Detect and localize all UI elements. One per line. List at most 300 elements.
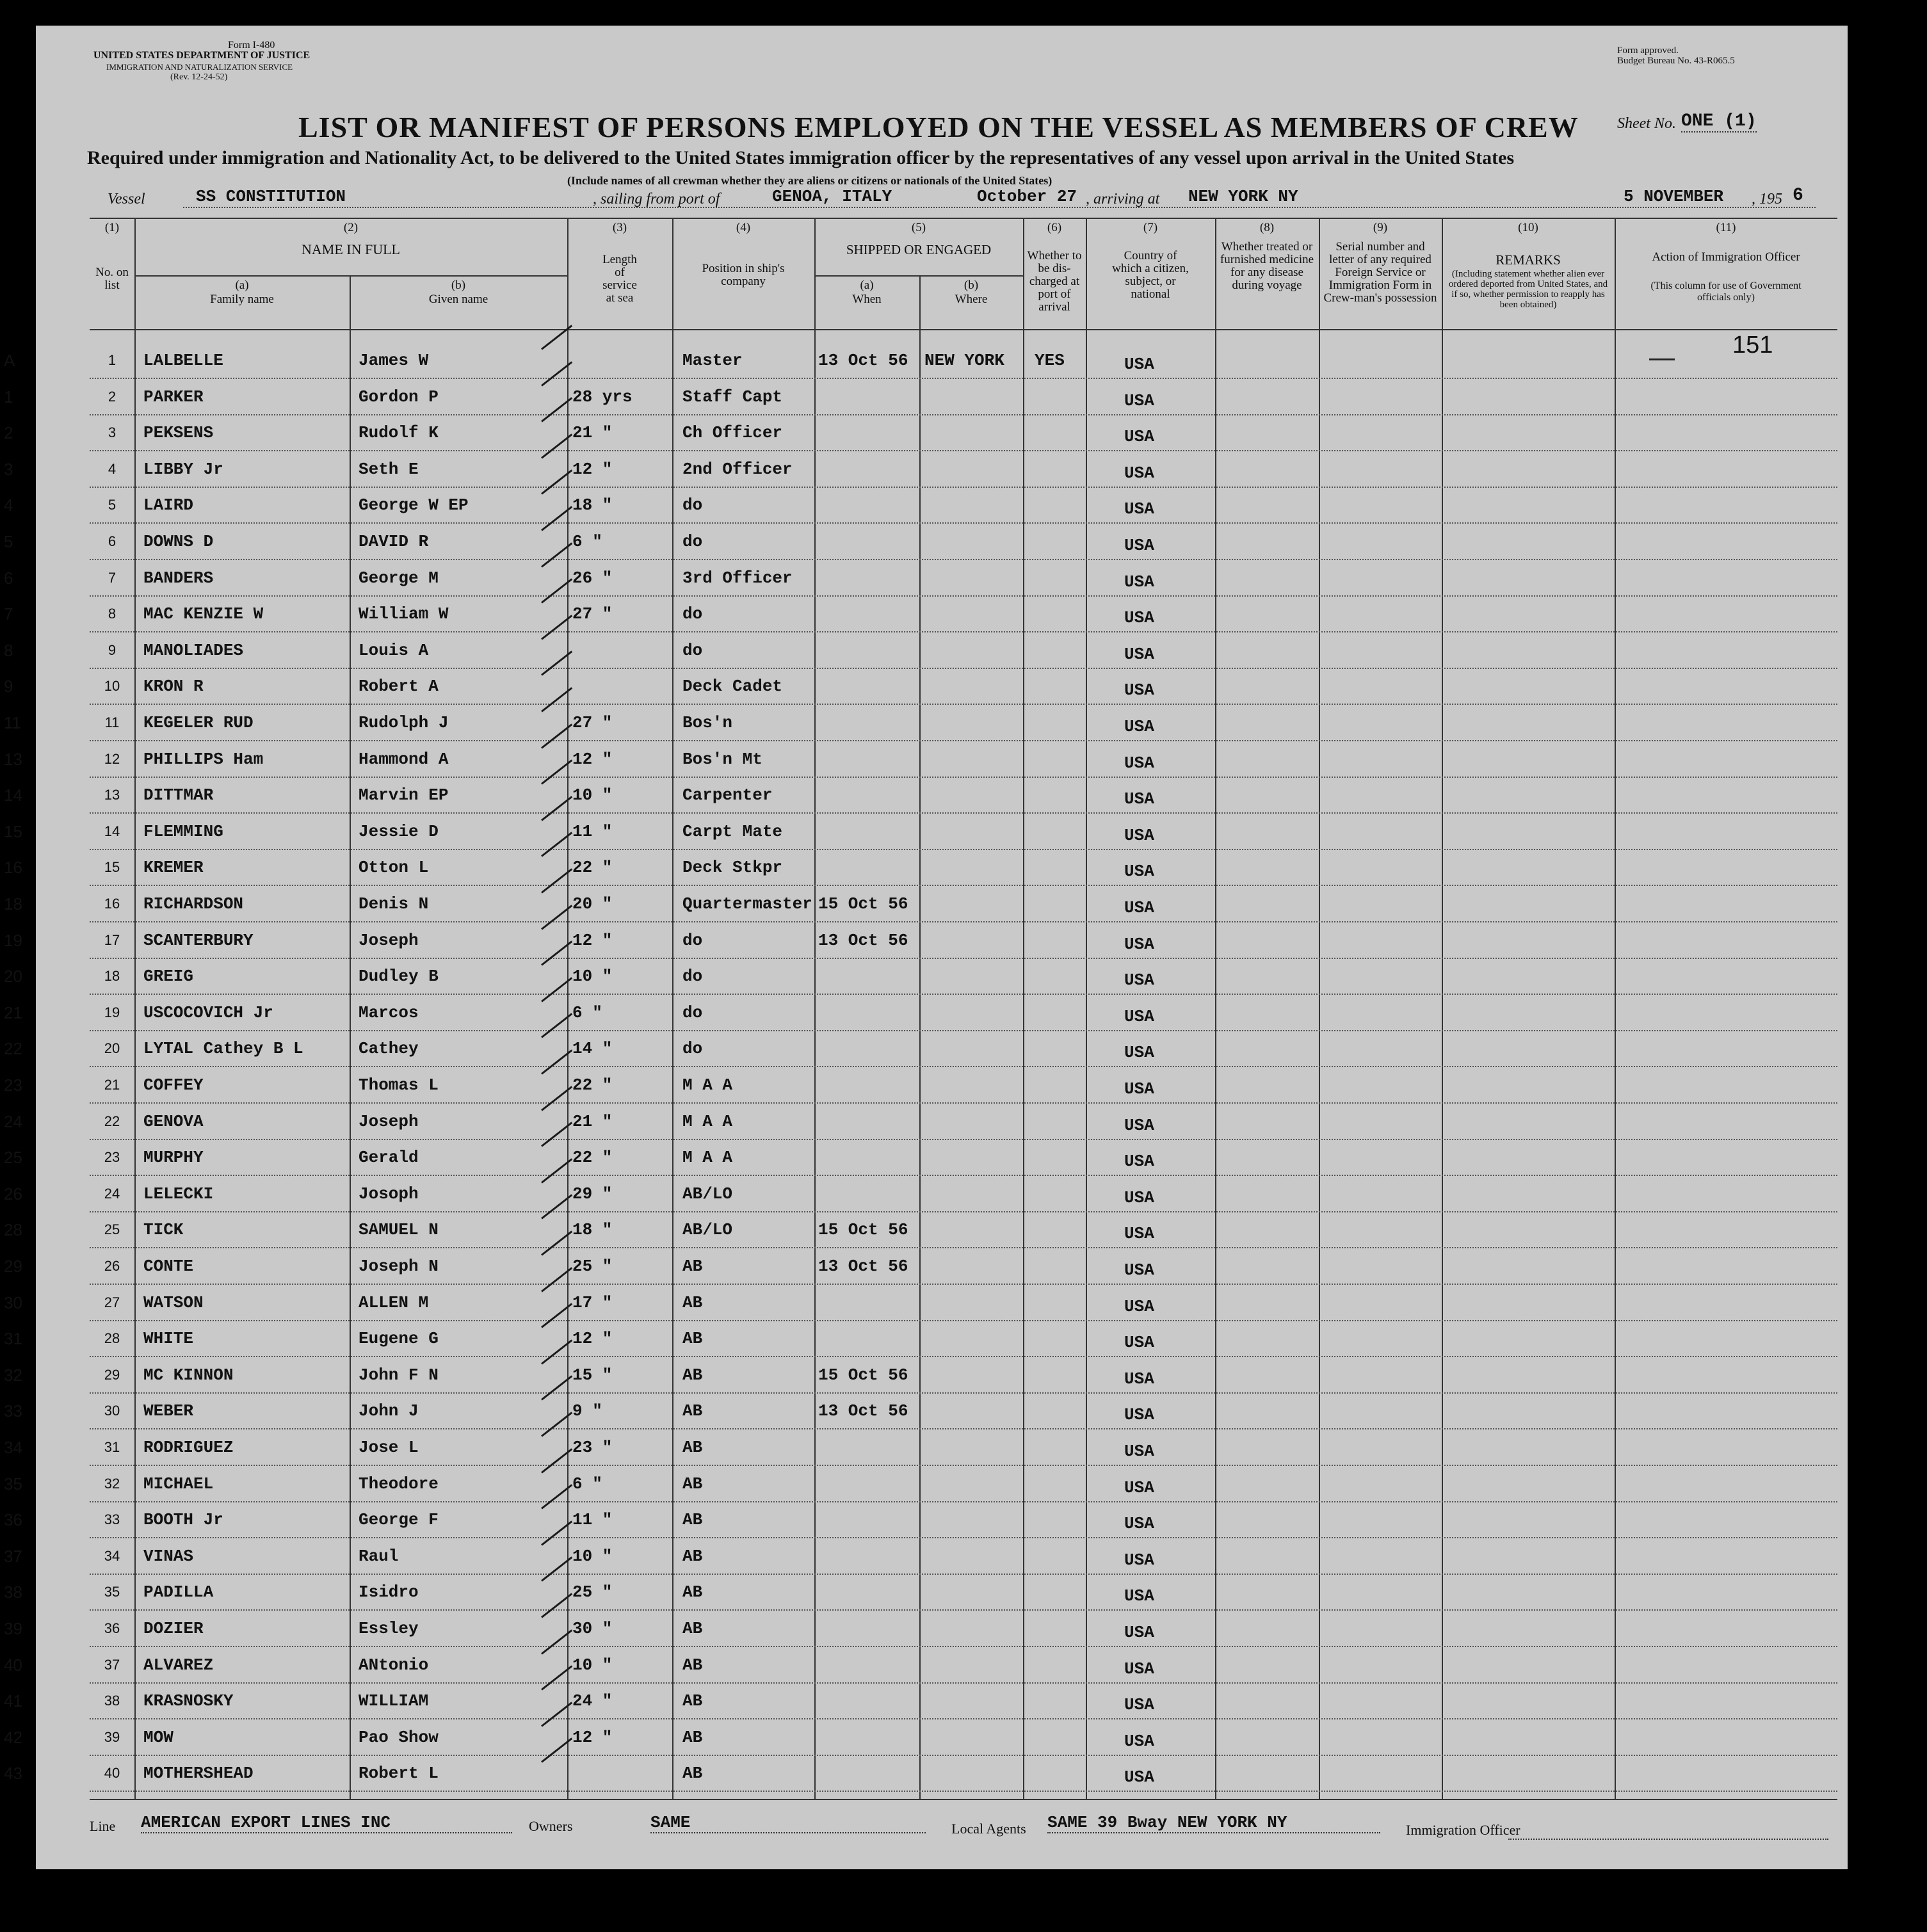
arriving-label: , arriving at xyxy=(1086,191,1160,207)
given-name: Rudolph J xyxy=(359,713,449,732)
list-number: 34 xyxy=(104,1547,120,1564)
shipped-when: 13 Oct 56 xyxy=(818,1401,908,1421)
arrival-port: NEW YORK NY xyxy=(1188,187,1298,206)
list-number: 22 xyxy=(104,1113,120,1129)
margin-number: 2 xyxy=(4,423,13,443)
ship-position: M A A xyxy=(682,1075,733,1095)
ship-position: AB xyxy=(682,1619,703,1638)
shipped-when: 13 Oct 56 xyxy=(818,351,908,370)
list-number: 1 xyxy=(108,352,117,368)
family-name: MICHAEL xyxy=(143,1474,214,1493)
list-number: 23 xyxy=(104,1149,120,1166)
margin-number: 7 xyxy=(4,604,13,624)
margin-number: 9 xyxy=(4,677,13,696)
family-name: WEBER xyxy=(143,1401,194,1421)
family-name: CONTE xyxy=(143,1257,194,1276)
officer-handwritten-number: 151 xyxy=(1732,332,1773,358)
list-number: 19 xyxy=(104,1004,120,1020)
page-subtitle: Required under immigration and Nationality Act, to be delivered to the United States immigration officer by the representatives of any vessel upon arrival in the United States xyxy=(87,147,1515,168)
family-name: USCOCOVICH Jr xyxy=(143,1002,273,1022)
margin-number: 14 xyxy=(4,785,22,805)
service-length: 10 " xyxy=(572,1546,613,1566)
citizenship: USA xyxy=(1124,463,1154,483)
ship-position: do xyxy=(682,495,703,515)
ship-position: do xyxy=(682,640,703,660)
list-number: 20 xyxy=(104,1040,120,1057)
ship-position: do xyxy=(682,604,703,624)
margin-number: 4 xyxy=(4,495,13,515)
list-number: 31 xyxy=(104,1439,120,1455)
margin-number: 13 xyxy=(4,749,22,769)
ship-position: AB/LO xyxy=(682,1220,733,1240)
list-number: 2 xyxy=(108,388,117,405)
list-number: 4 xyxy=(108,460,117,477)
family-name: SCANTERBURY xyxy=(143,930,254,950)
row-separator xyxy=(90,1175,1837,1176)
family-name: DOWNS D xyxy=(143,532,214,551)
ship-position: AB xyxy=(682,1257,703,1276)
service-length: 29 " xyxy=(572,1184,613,1203)
given-name: James W xyxy=(359,351,429,370)
row-separator xyxy=(90,849,1837,850)
table-header-rule xyxy=(90,329,1837,330)
row-separator xyxy=(90,1284,1837,1285)
margin-number: 30 xyxy=(4,1292,22,1312)
family-name: PHILLIPS Ham xyxy=(143,749,264,769)
citizenship: USA xyxy=(1124,1623,1154,1642)
list-number: 6 xyxy=(108,533,117,549)
ship-position: AB xyxy=(682,1582,703,1602)
citizenship: USA xyxy=(1124,1079,1154,1099)
service-length: 12 " xyxy=(572,1329,613,1349)
col2a-number: (a) xyxy=(235,278,249,292)
service-length: 22 " xyxy=(572,858,613,878)
margin-number: 43 xyxy=(4,1764,22,1783)
ship-position: AB xyxy=(682,1365,703,1385)
margin-number: 18 xyxy=(4,894,22,914)
col10-note: (Including statement whether alien ever ordered deported from United States, and if so, whether permission to reapply has been obtained) xyxy=(1448,269,1608,310)
row-separator xyxy=(90,668,1837,669)
col-divider xyxy=(1615,218,1616,1799)
discharge-flag: YES xyxy=(1035,351,1065,370)
citizenship: USA xyxy=(1124,1442,1154,1461)
given-name: Robert L xyxy=(359,1764,439,1783)
given-name: Gerald xyxy=(359,1148,419,1168)
row-separator xyxy=(90,1574,1837,1575)
service-length: 28 yrs xyxy=(572,387,633,407)
line-value: AMERICAN EXPORT LINES INC xyxy=(141,1813,512,1833)
margin-number: 8 xyxy=(4,640,13,660)
row-separator xyxy=(90,522,1837,524)
family-name: MURPHY xyxy=(143,1148,204,1168)
margin-number: 25 xyxy=(4,1148,22,1168)
row-separator xyxy=(90,1501,1837,1502)
margin-number: 42 xyxy=(4,1727,22,1747)
col4-header: Position in ship's company xyxy=(702,262,785,288)
ship-position: Bos'n Mt xyxy=(682,749,762,769)
list-number: 29 xyxy=(104,1366,120,1383)
citizenship: USA xyxy=(1124,717,1154,736)
given-name: SAMUEL N xyxy=(359,1220,439,1240)
list-number: 7 xyxy=(108,569,117,586)
year-prefix: , 195 xyxy=(1752,191,1782,207)
col6-number: (6) xyxy=(1047,221,1062,234)
col-divider xyxy=(1086,218,1087,1799)
crew-note: (Include names of all crewman whether they are aliens or citizens or nationals of the United States) xyxy=(567,174,1052,187)
list-number: 9 xyxy=(108,641,117,658)
col9-number: (9) xyxy=(1373,221,1388,234)
ship-position: do xyxy=(682,930,703,950)
list-number: 32 xyxy=(104,1475,120,1492)
col5a-header: When xyxy=(852,293,882,306)
service-length: 11 " xyxy=(572,1510,613,1530)
service-length: 6 " xyxy=(572,1474,602,1493)
family-name: MC KINNON xyxy=(143,1365,234,1385)
family-name: COFFEY xyxy=(143,1075,204,1095)
row-separator xyxy=(90,921,1837,922)
service-length: 22 " xyxy=(572,1075,613,1095)
officer-dash-mark xyxy=(1649,358,1675,360)
family-name: PARKER xyxy=(143,387,204,407)
manifest-sheet xyxy=(4,26,1848,1869)
family-name: MOW xyxy=(143,1727,173,1747)
given-name: Robert A xyxy=(359,677,439,696)
given-name: ANtonio xyxy=(359,1655,429,1675)
citizenship: USA xyxy=(1124,1224,1154,1244)
citizenship: USA xyxy=(1124,608,1154,628)
citizenship: USA xyxy=(1124,680,1154,700)
vessel-name: SS CONSTITUTION xyxy=(196,187,346,206)
ship-position: 2nd Officer xyxy=(682,459,793,479)
list-number: 37 xyxy=(104,1656,120,1673)
shipped-when: 13 Oct 56 xyxy=(818,930,908,950)
citizenship: USA xyxy=(1124,1514,1154,1534)
citizenship: USA xyxy=(1124,1006,1154,1026)
margin-number: 32 xyxy=(4,1365,22,1385)
owners-label: Owners xyxy=(529,1818,573,1834)
citizenship: USA xyxy=(1124,970,1154,990)
family-name: MAC KENZIE W xyxy=(143,604,264,624)
budget-bureau: Budget Bureau No. 43-R065.5 xyxy=(1617,56,1735,66)
row-separator xyxy=(90,1139,1837,1140)
margin-number: 41 xyxy=(4,1691,22,1711)
family-name: KRASNOSKY xyxy=(143,1691,234,1711)
ship-position: Deck Stkpr xyxy=(682,858,783,878)
ship-position: do xyxy=(682,1002,703,1022)
col-divider xyxy=(814,218,816,1799)
row-separator xyxy=(90,631,1837,632)
family-name: VINAS xyxy=(143,1546,194,1566)
margin-number: 39 xyxy=(4,1619,22,1638)
service-length: 14 " xyxy=(572,1039,613,1059)
row-separator xyxy=(90,1066,1837,1067)
row-separator xyxy=(90,1356,1837,1357)
ship-position: M A A xyxy=(682,1111,733,1131)
citizenship: USA xyxy=(1124,1731,1154,1751)
col11-header: Action of Immigration Officer xyxy=(1652,250,1800,264)
citizenship: USA xyxy=(1124,1187,1154,1207)
family-name: GREIG xyxy=(143,967,194,986)
list-number: 38 xyxy=(104,1693,120,1709)
given-name: Josoph xyxy=(359,1184,419,1203)
ship-position: do xyxy=(682,532,703,551)
voyage-underline xyxy=(183,207,1816,208)
list-number: 13 xyxy=(104,787,120,803)
citizenship: USA xyxy=(1124,572,1154,592)
citizenship: USA xyxy=(1124,789,1154,809)
service-length: 20 " xyxy=(572,894,613,914)
given-name: Otton L xyxy=(359,858,429,878)
col4-number: (4) xyxy=(736,221,751,234)
name-subheader-rule xyxy=(134,275,567,277)
citizenship: USA xyxy=(1124,898,1154,917)
agents-value: SAME 39 Bway NEW YORK NY xyxy=(1047,1813,1380,1833)
list-number: 17 xyxy=(104,931,120,948)
given-name: Jose L xyxy=(359,1438,419,1457)
table-top-rule xyxy=(90,218,1837,219)
shipped-when: 13 Oct 56 xyxy=(818,1257,908,1276)
family-name: KREMER xyxy=(143,858,204,878)
row-separator xyxy=(90,1718,1837,1719)
ship-position: AB/LO xyxy=(682,1184,733,1203)
given-name: Joseph xyxy=(359,930,419,950)
ship-position: AB xyxy=(682,1510,703,1530)
margin-number: 26 xyxy=(4,1184,22,1203)
given-name: ALLEN M xyxy=(359,1292,429,1312)
ship-position: M A A xyxy=(682,1148,733,1168)
given-name: Denis N xyxy=(359,894,429,914)
citizenship: USA xyxy=(1124,1550,1154,1570)
service-length: 22 " xyxy=(572,1148,613,1168)
given-name: Hammond A xyxy=(359,749,449,769)
ship-position: Carpt Mate xyxy=(682,821,783,841)
row-separator xyxy=(90,1247,1837,1248)
col8-header: Whether treated or furnished medicine for any disease during voyage xyxy=(1220,240,1314,292)
margin-number: 6 xyxy=(4,568,13,588)
sailing-label: , sailing from port of xyxy=(593,191,720,207)
row-separator xyxy=(90,1320,1837,1321)
given-name: John J xyxy=(359,1401,419,1421)
ship-position: Carpenter xyxy=(682,785,773,805)
citizenship: USA xyxy=(1124,355,1154,374)
col-divider xyxy=(134,218,136,1799)
citizenship: USA xyxy=(1124,499,1154,519)
col5-number: (5) xyxy=(911,221,926,234)
family-name: BOOTH Jr xyxy=(143,1510,223,1530)
family-name: LELECKI xyxy=(143,1184,214,1203)
family-name: KRON R xyxy=(143,677,204,696)
given-name: Dudley B xyxy=(359,967,439,986)
margin-number: 23 xyxy=(4,1075,22,1095)
family-name: MANOLIADES xyxy=(143,640,244,660)
row-separator xyxy=(90,1682,1837,1684)
immigration-officer-line xyxy=(1508,1839,1828,1840)
col1-number: (1) xyxy=(104,221,120,234)
citizenship: USA xyxy=(1124,1260,1154,1280)
service-name: IMMIGRATION AND NATURALIZATION SERVICE xyxy=(106,62,293,72)
row-separator xyxy=(90,704,1837,705)
citizenship: USA xyxy=(1124,427,1154,447)
family-name: FLEMMING xyxy=(143,821,223,841)
ship-position: AB xyxy=(682,1546,703,1566)
service-length: 30 " xyxy=(572,1619,613,1638)
citizenship: USA xyxy=(1124,1659,1154,1678)
margin-number: 5 xyxy=(4,532,13,551)
department-name: UNITED STATES DEPARTMENT OF JUSTICE xyxy=(93,50,310,61)
citizenship: USA xyxy=(1124,1333,1154,1353)
citizenship: USA xyxy=(1124,1115,1154,1135)
col2-number: (2) xyxy=(343,221,359,234)
margin-number: 28 xyxy=(4,1220,22,1240)
shipped-when: 15 Oct 56 xyxy=(818,894,908,914)
given-name: George F xyxy=(359,1510,439,1530)
list-number: 10 xyxy=(104,678,120,695)
citizenship: USA xyxy=(1124,862,1154,881)
col2a-header: Family name xyxy=(210,293,274,306)
ship-position: Quartermaster xyxy=(682,894,812,914)
given-name: Joseph xyxy=(359,1111,419,1131)
ship-position: AB xyxy=(682,1401,703,1421)
ship-position: AB xyxy=(682,1655,703,1675)
given-name: Isidro xyxy=(359,1582,419,1602)
owners-value: SAME xyxy=(650,1813,926,1833)
row-separator xyxy=(90,414,1837,415)
list-number: 14 xyxy=(104,823,120,839)
citizenship: USA xyxy=(1124,644,1154,664)
form-approved: Form approved. xyxy=(1617,45,1679,56)
service-length: 10 " xyxy=(572,785,613,805)
margin-number: 31 xyxy=(4,1329,22,1349)
family-name: DITTMAR xyxy=(143,785,214,805)
col2-header: NAME IN FULL xyxy=(302,241,400,257)
col-divider xyxy=(1215,218,1216,1799)
ship-position: AB xyxy=(682,1438,703,1457)
citizenship: USA xyxy=(1124,536,1154,555)
col5b-number: (b) xyxy=(964,278,979,292)
sailing-date: October 27 xyxy=(977,187,1077,206)
service-length: 27 " xyxy=(572,713,613,732)
citizenship: USA xyxy=(1124,1152,1154,1171)
service-length: 10 " xyxy=(572,967,613,986)
service-length: 27 " xyxy=(572,604,613,624)
row-separator xyxy=(90,1211,1837,1212)
col-divider xyxy=(919,275,921,1799)
service-length: 25 " xyxy=(572,1582,613,1602)
given-name: Thomas L xyxy=(359,1075,439,1095)
shipped-when: 15 Oct 56 xyxy=(818,1365,908,1385)
ship-position: AB xyxy=(682,1292,703,1312)
row-separator xyxy=(90,812,1837,814)
service-length: 21 " xyxy=(572,1111,613,1131)
family-name: LYTAL Cathey B L xyxy=(143,1039,303,1059)
ship-position: AB xyxy=(682,1764,703,1783)
row-separator xyxy=(90,740,1837,741)
line-label: Line xyxy=(90,1818,116,1834)
col7-header: Country of which a citizen, subject, or national xyxy=(1112,249,1189,301)
citizenship: USA xyxy=(1124,1477,1154,1497)
service-length: 12 " xyxy=(572,1727,613,1747)
service-length: 12 " xyxy=(572,749,613,769)
row-separator xyxy=(90,450,1837,451)
margin-number: 40 xyxy=(4,1655,22,1675)
given-name: Eugene G xyxy=(359,1329,439,1349)
table-bottom-rule xyxy=(90,1799,1837,1800)
given-name: Essley xyxy=(359,1619,419,1638)
family-name: TICK xyxy=(143,1220,184,1240)
service-length: 18 " xyxy=(572,1220,613,1240)
ship-position: Bos'n xyxy=(682,713,733,732)
service-length: 12 " xyxy=(572,930,613,950)
family-name: PEKSENS xyxy=(143,423,214,443)
margin-number: 24 xyxy=(4,1111,22,1131)
col11-note: (This column for use of Government officials only) xyxy=(1650,280,1802,303)
margin-number: 3 xyxy=(4,459,13,479)
service-length: 15 " xyxy=(572,1365,613,1385)
sheet-value: ONE (1) xyxy=(1681,111,1757,131)
list-number: 24 xyxy=(104,1185,120,1202)
margin-number: 37 xyxy=(4,1546,22,1566)
vessel-label: Vessel xyxy=(108,191,145,207)
given-name: George M xyxy=(359,568,439,588)
row-separator xyxy=(90,595,1837,597)
citizenship: USA xyxy=(1124,390,1154,410)
family-name: MOTHERSHEAD xyxy=(143,1764,254,1783)
row-separator xyxy=(90,1646,1837,1647)
row-separator xyxy=(90,1392,1837,1394)
list-number: 21 xyxy=(104,1077,120,1093)
given-name: William W xyxy=(359,604,449,624)
ship-position: Deck Cadet xyxy=(682,677,783,696)
list-number: 11 xyxy=(104,714,120,730)
col8-number: (8) xyxy=(1259,221,1275,234)
ship-position: AB xyxy=(682,1727,703,1747)
citizenship: USA xyxy=(1124,1586,1154,1606)
margin-number: 29 xyxy=(4,1257,22,1276)
list-number: 36 xyxy=(104,1620,120,1636)
list-number: 5 xyxy=(108,497,117,513)
family-name: DOZIER xyxy=(143,1619,204,1638)
list-number: 26 xyxy=(104,1258,120,1274)
margin-number: 1 xyxy=(4,387,13,407)
margin-number: 21 xyxy=(4,1002,22,1022)
citizenship: USA xyxy=(1124,1296,1154,1316)
margin-number: 20 xyxy=(4,967,22,986)
margin-number: 15 xyxy=(4,821,22,841)
col3-number: (3) xyxy=(612,221,627,234)
citizenship: USA xyxy=(1124,825,1154,845)
given-name: Gordon P xyxy=(359,387,439,407)
arrival-date: 5 NOVEMBER xyxy=(1624,187,1724,206)
family-name: WHITE xyxy=(143,1329,194,1349)
ship-position: Master xyxy=(682,351,743,370)
family-name: KEGELER RUD xyxy=(143,713,254,732)
col3-header: Length of service at sea xyxy=(602,253,637,305)
form-number: Form I-480 xyxy=(228,40,275,51)
given-name: Louis A xyxy=(359,640,429,660)
shipped-subheader-rule xyxy=(814,275,1023,277)
citizenship: USA xyxy=(1124,1369,1154,1389)
ship-position: do xyxy=(682,1039,703,1059)
list-number: 39 xyxy=(104,1728,120,1745)
service-length: 24 " xyxy=(572,1691,613,1711)
citizenship: USA xyxy=(1124,753,1154,773)
margin-number: A xyxy=(4,351,15,370)
margin-number: 11 xyxy=(4,713,21,732)
citizenship: USA xyxy=(1124,1405,1154,1425)
service-length: 11 " xyxy=(572,821,613,841)
col2b-number: (b) xyxy=(451,278,466,292)
service-length: 6 " xyxy=(572,1002,602,1022)
